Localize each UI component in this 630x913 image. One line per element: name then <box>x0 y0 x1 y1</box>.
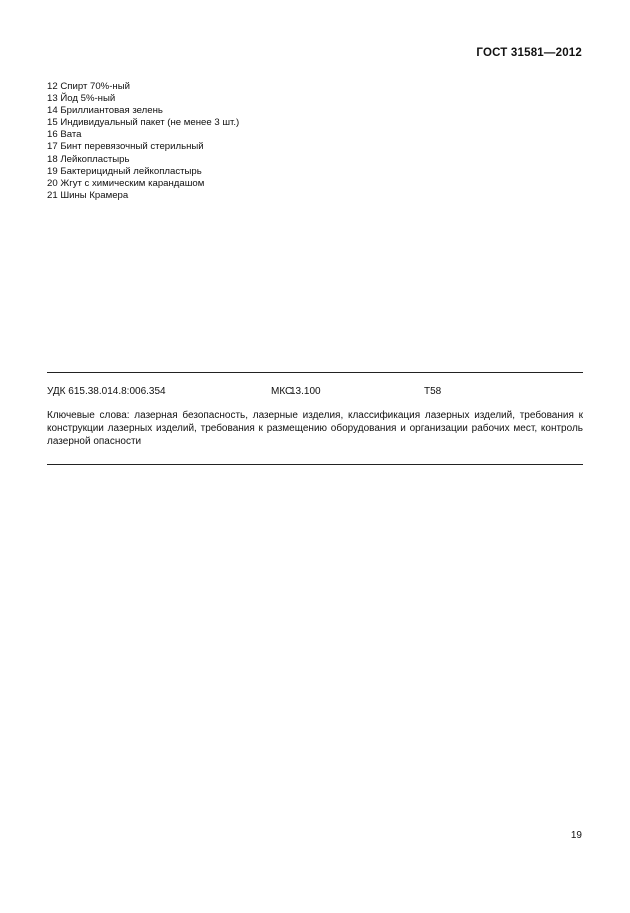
divider-top <box>47 372 583 373</box>
mks-label: МКС <box>271 386 293 397</box>
list-item: 18 Лейкопластырь <box>47 153 130 165</box>
list-item: 17 Бинт перевязочный стерильный <box>47 141 204 153</box>
divider-bottom <box>47 464 583 465</box>
keywords-paragraph: Ключевые слова: лазерная безопасность, лазерные изделия, классификация лазерных изделий, требования к конструкции лазерных изделий, требования к размещению оборудования и организации рабочих мест, контроль лазерной опасности <box>47 410 583 448</box>
list-item: 15 Индивидуальный пакет (не менее 3 шт.) <box>47 117 240 129</box>
standard-code: ГОСТ 31581—2012 <box>476 47 582 59</box>
list-item: 12 Спирт 70%-ный <box>47 81 130 92</box>
okp-code: Т58 <box>424 386 442 397</box>
list-item: 14 Бриллиантовая зелень <box>47 105 163 117</box>
classification-line <box>47 386 583 400</box>
list-item: 19 Бактерицидный лейкопластырь <box>47 165 202 177</box>
udk-code: УДК 615.38.014.8:006.354 <box>47 386 166 397</box>
list-item: 21 Шины Крамера <box>47 189 129 201</box>
list-item: 16 Вата <box>47 129 82 141</box>
first-aid-kit-list <box>47 81 239 202</box>
list-item: 20 Жгут с химическим карандашом <box>47 177 205 189</box>
page-number: 19 <box>570 830 582 841</box>
list-item: 13 Йод 5%-ный <box>47 93 116 105</box>
mks-code: 13.100 <box>290 386 321 397</box>
